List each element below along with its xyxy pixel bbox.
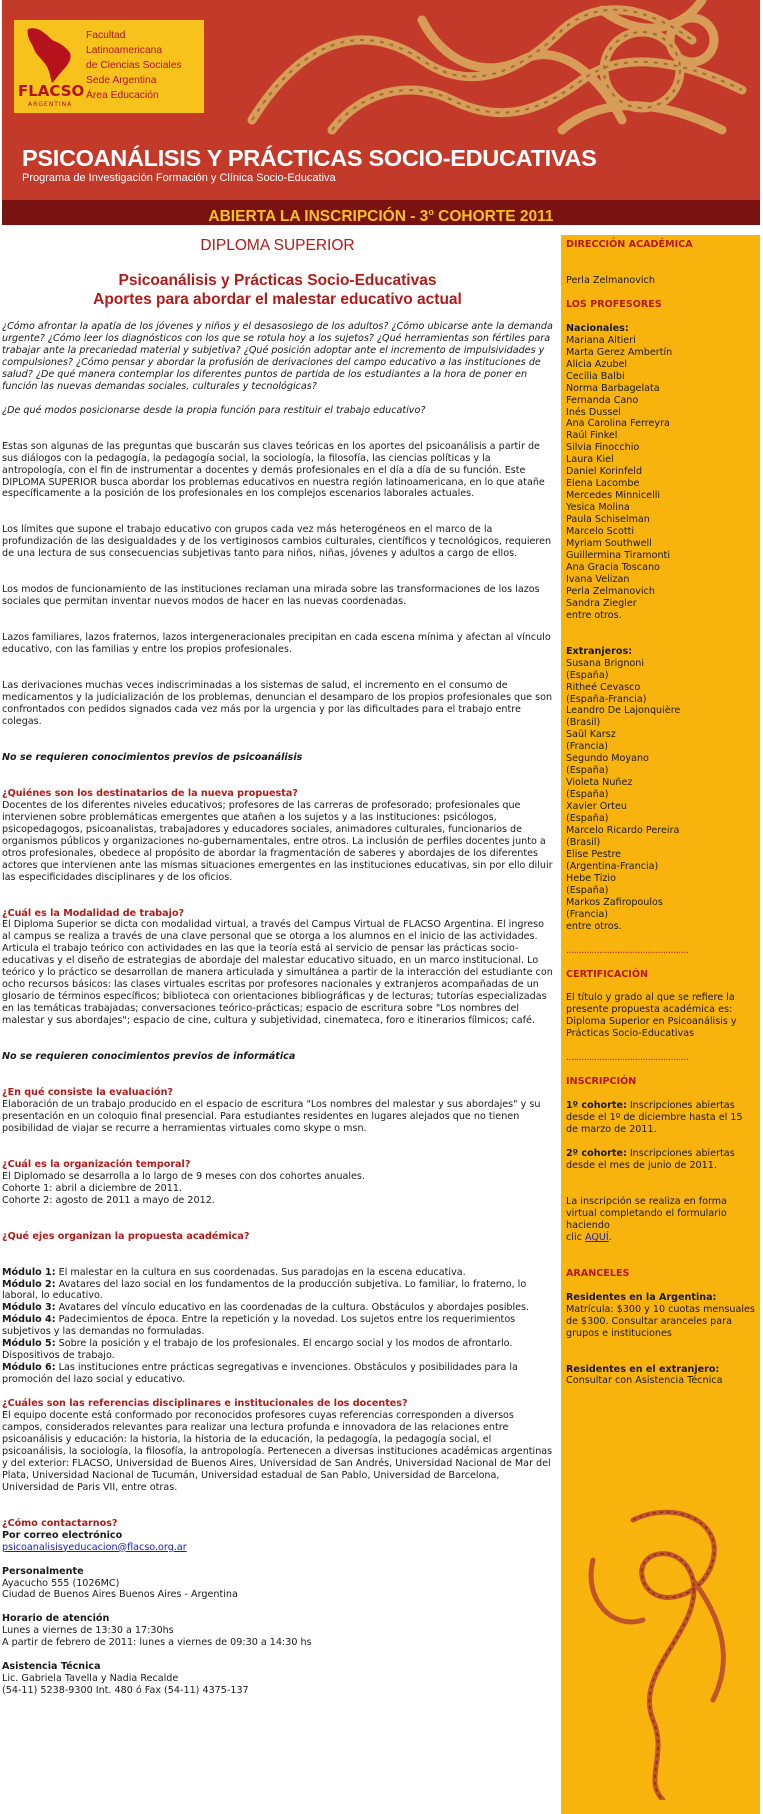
enrollment-text-sup: o	[428, 207, 434, 217]
cohort-2-text: Inscripciones abiertas desde el mes de junio de 2011.	[566, 1148, 735, 1171]
section-heading: ¿Qué ejes organizan la propuesta académica?	[2, 1230, 250, 1242]
section-heading: ¿En qué consiste la evaluación?	[2, 1086, 173, 1098]
module-text: Avatares del lazo social en los fundamentos de la producción subjetiva. Lo familiar, lo fraterno, lo laboral, lo educativo.	[2, 1278, 527, 1302]
section-text: El Diplomado se desarrolla a lo largo de 9 meses con dos cohortes anuales.	[2, 1170, 365, 1182]
cohort-2-label: 2º cohorte:	[566, 1148, 627, 1160]
residents-argentina-label: Residentes en la Argentina:	[566, 1291, 717, 1303]
section-heading: ¿Cómo contactarnos?	[2, 1517, 118, 1529]
section-text: Elaboración de un trabajo producido en el espacio de escritura "Los nombres del malestar y sus abordajes" y su presentación en un coloquio final presencial. Para estudiantes residentes en lugares alejados que no tienen posibilidad de viajar se recurre a herramientas virtuales como skype o msn.	[2, 1098, 541, 1134]
cohort-1-text: Inscripciones abiertas desde el 1º de diciembre hasta el 15 de marzo de 2011.	[566, 1100, 743, 1136]
professor-name: (España-Francia)	[566, 693, 647, 705]
section-text: Docentes de los diferentes niveles educativos; profesores de las carreras de profesorado; profesionales que intervienen sobre problemáticas emergentes que atañen a los sujetos y a las instituciones: psicólogos, psicopedagogos, psicoanalistas, trabajadores y educadores sociales, animadores culturales, funcionarios de organismos públicos y organizaciones no-gubernamentales, entre otros. La inclusión de perfiles docentes junto a otros profesionales, obedece al propósito de abordar la fragmentación de saberes y abordajes de los diferentes actores que intervienen ante las mismas situaciones emergentes en las instituciones educativas, sin por ello diluir las especificidades disciplinares y de los oficios.	[2, 799, 553, 883]
professors-heading: LOS PROFESORES	[566, 298, 662, 310]
sidebar	[561, 235, 760, 1814]
professor-name: Elise Pestre	[566, 848, 622, 860]
contact-hours: A partir de febrero de 2011: lunes a viernes de 09:30 a 14:30 hs	[2, 1637, 312, 1649]
module-text: Padecimientos de época. Entre la repetición y la novedad. Los sujetos entre los requerimientos subjetivos y las demandas no formuladas.	[2, 1314, 516, 1338]
section-heading: ¿Cuál es la organización temporal?	[2, 1158, 191, 1170]
program-title: PSICOANÁLISIS Y PRÁCTICAS SOCIO-EDUCATIVAS	[22, 145, 597, 171]
inscription-heading: INSCRIPCIÓN	[566, 1076, 637, 1088]
intro-questions: ¿Cómo afrontar la apatía de los jóvenes y niños y el desasosiego de los adultos? ¿Cómo ubicarse ante la demanda urgente? ¿Cómo leer los diagnósticos con los que se rotula hoy a los sujetos? ¿Qué herramientas son fértiles para trabajar ante la precariedad material y subjetiva? ¿Qué posición adoptar ante el incremento de impulsividades y compulsiones? ¿Cómo pensar y abordar la profusión de derivaciones del campo educativo a las instituciones de salud? ¿De qué manera contemplar los diferentes puntos de partida de los estudiantes a la hora de poner en función las nuevas demandas sociales, culturales y tecnológicas?	[2, 321, 553, 392]
residents-abroad-text: Consultar con Asistencia Técnica	[566, 1375, 723, 1387]
professor-name: Violeta Nuñez	[566, 777, 633, 789]
residents-abroad-label: Residentes en el extranjero:	[566, 1363, 720, 1375]
module-text: Avatares del vínculo educativo en las coordenadas de la cultura. Obstáculos y abordajes posibles.	[55, 1302, 530, 1314]
direction-heading: DIRECCIÓN ACADÉMICA	[566, 239, 693, 250]
cohort-2-info	[566, 1148, 756, 1172]
professor-name: (Francia)	[566, 908, 609, 920]
module-item	[2, 1338, 553, 1362]
professor-name: Leandro De Lajonquière	[566, 705, 681, 717]
institution-line: Área Educación	[86, 90, 159, 101]
module-item	[2, 1362, 553, 1386]
intro-question-final: ¿De qué modos posicionarse desde la propia función para restituir el trabajo educativo?	[2, 404, 426, 416]
professor-name: Mariana Altieri	[566, 334, 636, 346]
professor-name: Elena Lacombe	[566, 478, 640, 490]
paragraph: Las derivaciones muchas veces indiscriminadas a los sistemas de salud, el incremento en el consumo de medicamentos y la judicialización de los problemas, denuncian el desamparo de los propios profesionales que son confrontados con pedidos signados cada vez más por la urgencia y por las dificultades para el trabajo entre colegas.	[2, 680, 553, 727]
professor-name: Marta Gerez Ambertín	[566, 346, 673, 358]
professor-name: (Argentina-Francia)	[566, 860, 659, 872]
inscription-link[interactable]: AQUÍ	[584, 1231, 609, 1243]
enrollment-banner-text	[2, 200, 760, 225]
section-heading: ¿Quiénes son los destinatarios de la nueva propuesta?	[2, 787, 298, 799]
nationals-list	[566, 335, 756, 622]
foreigners-list	[566, 658, 756, 933]
professor-name: Fernanda Cano	[566, 394, 639, 406]
logo-word: FLACSO	[18, 82, 85, 100]
contact-tech: Lic. Gabriela Tavella y Nadia Recalde	[2, 1673, 179, 1685]
contact-hours-label: Horario de atención	[2, 1613, 110, 1625]
institution-line: de Ciencias Sociales	[86, 60, 182, 71]
dotted-divider: ................................................	[566, 1052, 689, 1064]
professor-name: Markos Zafiropoulos	[566, 896, 663, 908]
professor-name: Hebe Tizio	[566, 872, 616, 884]
professor-name: Ritheé Cevasco	[566, 681, 641, 693]
flacso-logo	[14, 20, 204, 113]
professor-name: (España)	[566, 669, 609, 681]
contact-email-link[interactable]: psicoanalisisyeducacion@flacso.org.ar	[2, 1541, 187, 1553]
module-label: Módulo 5:	[2, 1338, 56, 1350]
module-item	[2, 1279, 553, 1303]
module-label: Módulo 3:	[2, 1302, 56, 1314]
professor-name: Raúl Finkel	[566, 430, 618, 442]
professor-name: Myriam Southwell	[566, 538, 652, 550]
section-heading: ¿Cuáles son las referencias disciplinares e institucionales de los docentes?	[2, 1398, 408, 1410]
enrollment-banner	[2, 200, 760, 225]
rope-decoration-icon	[573, 1500, 753, 1800]
note-informatics: No se requieren conocimientos previos de informática	[2, 1051, 296, 1063]
main-content	[2, 235, 553, 1697]
professor-name: Norma Barbagelata	[566, 382, 660, 394]
professor-name: Cecilia Balbi	[566, 370, 625, 382]
professor-name: Paula Schiselman	[566, 514, 650, 526]
professor-name: Ana Gracia Toscano	[566, 561, 660, 573]
contact-hours: Lunes a viernes de 13:30 a 17:30hs	[2, 1625, 174, 1637]
professor-name: entre otros.	[566, 920, 622, 932]
contact-address: Ayacucho 555 (1026MC)	[2, 1577, 120, 1589]
professor-name: Ana Carolina Ferreyra	[566, 418, 670, 430]
module-item	[2, 1267, 553, 1279]
institution-line: Latinoamericana	[86, 45, 163, 56]
professor-name: (España)	[566, 765, 609, 777]
course-subtitle: Aportes para abordar el malestar educativo actual	[93, 291, 462, 308]
fees-heading: ARANCELES	[566, 1267, 630, 1279]
institution-name	[86, 28, 202, 103]
logo-country: ARGENTINA	[28, 101, 73, 108]
program-subtitle: Programa de Investigación Formación y Clínica Socio-Educativa	[22, 172, 336, 184]
professor-name: Daniel Korinfeld	[566, 466, 643, 478]
module-label: Módulo 6:	[2, 1362, 56, 1374]
residents-argentina-text: Matrícula: $300 y 10 cuotas mensuales de $300. Consultar aranceles para grupos e instituciones	[566, 1303, 755, 1339]
professor-name: Saül Karsz	[566, 729, 616, 741]
sidebar-content	[566, 239, 756, 1387]
professor-name: Perla Zelmanovich	[566, 585, 655, 597]
professor-name: Ivana Velizan	[566, 573, 630, 585]
paragraph: Los modos de funcionamiento de las instituciones reclaman una mirada sobre las transformaciones de los lazos sociales que permitan inventar nuevos modos de hacer en las nuevas coordenadas.	[2, 584, 540, 608]
paragraph: Los límites que supone el trabajo educativo con grupos cada vez más heterogéneos en el marco de la profundización de las desigualdades y de los vertiginosos cambios culturales, científicos y tecnológicos, requieren de una lectura de sus consecuencias subjetivas tanto para niños, niñas, jóvenes y adultos a cargo de ellos.	[2, 524, 552, 560]
nationals-label: Nacionales:	[566, 322, 629, 334]
foreigners-label: Extranjeros:	[566, 645, 633, 657]
professor-name: (España)	[566, 884, 609, 896]
professor-name: Marcelo Scotti	[566, 526, 635, 538]
latin-america-map-icon	[20, 25, 82, 85]
professor-name: (España)	[566, 789, 609, 801]
professor-name: Alicia Azubel	[566, 358, 628, 370]
contact-address: Ciudad de Buenos Aires Buenos Aires - Argentina	[2, 1589, 238, 1601]
director-name: Perla Zelmanovich	[566, 274, 655, 286]
professor-name: Yesica Molina	[566, 502, 630, 514]
inscription-virtual-text: La inscripción se realiza en forma virtual completando el formulario haciendo	[566, 1195, 727, 1231]
diploma-heading: DIPLOMA SUPERIOR	[200, 237, 355, 254]
professor-name: Xavier Orteu	[566, 801, 627, 813]
professor-name: Susana Brignoni	[566, 657, 645, 669]
inscription-click-line	[566, 1232, 756, 1244]
enrollment-text-post: COHORTE 2011	[433, 208, 554, 225]
module-text: Sobre la posición y el trabajo de los profesionales. El encargo social y los modos de afrontarlo. Dispositivos de trabajo.	[2, 1338, 513, 1362]
section-heading: ¿Cuál es la Modalidad de trabajo?	[2, 907, 185, 919]
certification-heading: CERTIFICACIÓN	[566, 968, 649, 980]
module-label: Módulo 4:	[2, 1314, 56, 1326]
professor-name: (Brasil)	[566, 836, 601, 848]
professor-name: (Francia)	[566, 741, 609, 753]
module-label: Módulo 1:	[2, 1266, 56, 1278]
module-text: El malestar en la cultura en sus coordenadas. Sus paradojas en la escena educativa.	[55, 1266, 466, 1278]
paragraph: Estas son algunas de las preguntas que buscarán sus claves teóricas en los aportes del psicoanálisis a partir de sus diálogos con la pedagogía, la pedagogía social, la sociología, la filosofía, las ciencias políticas y la antropología, con el fin de instrumentar a docentes y demás profesionales en el día a día de su función. Este DIPLOMA SUPERIOR busca abordar los problemas educativos en nuestra región latinoamericana, en lo que atañe específicamente a la posición de los profesionales en los complejos escenarios laborales actuales.	[2, 440, 545, 500]
professor-name: entre otros.	[566, 609, 622, 621]
click-suffix: .	[608, 1231, 612, 1243]
professor-name: Silvia Finocchio	[566, 442, 640, 454]
dotted-divider: ................................................	[566, 944, 689, 956]
cohort-1-label: 1º cohorte:	[566, 1100, 627, 1112]
professor-name: (España)	[566, 813, 609, 825]
module-text: Las instituciones entre prácticas segregativas e invenciones. Obstáculos y posibilidades para la promoción del lazo social y educativo.	[2, 1362, 518, 1386]
professor-name: Sandra Ziegler	[566, 597, 637, 609]
contact-person-label: Personalmente	[2, 1565, 84, 1577]
professor-name: Mercedes Minnicelli	[566, 490, 661, 502]
cohort-1-info	[566, 1100, 756, 1136]
course-title: Psicoanálisis y Prácticas Socio-Educativas	[118, 272, 437, 289]
certification-text: El título y grado al que se refiere la presente propuesta académica es: Diploma Superior en Psicoanálisis y Prácticas Socio-Educativas	[566, 992, 737, 1040]
institution-line: Facultad	[86, 30, 126, 41]
note-psychoanalysis: No se requieren conocimientos previos de psicoanálisis	[2, 751, 303, 763]
professor-name: (Brasil)	[566, 717, 601, 729]
institution-line: Sede Argentina	[86, 75, 157, 86]
professor-name: Segundo Moyano	[566, 753, 649, 765]
enrollment-text-pre: ABIERTA LA INSCRIPCIÓN - 3	[208, 208, 429, 225]
header-banner	[2, 0, 760, 225]
contact-tech-label: Asistencia Técnica	[2, 1661, 101, 1673]
module-item	[2, 1314, 553, 1338]
professor-name: Inés Dussel	[566, 406, 621, 418]
professor-name: Laura Kiel	[566, 454, 614, 466]
section-text: Cohorte 1: abril a diciembre de 2011.	[2, 1182, 183, 1194]
module-item	[2, 1302, 553, 1314]
click-prefix: clic	[566, 1231, 585, 1243]
contact-email-label: Por correo electrónico	[2, 1529, 123, 1541]
module-label: Módulo 2:	[2, 1278, 56, 1290]
section-text: El equipo docente está conformado por reconocidos profesores cuyas referencias corresponden a diversos campos, considerados relevantes para realizar una lectura profunda e innovadora de las relaciones entre psicoanálisis y educación: la historia, la historia de la educación, la pedagogía, la pedagogía social, el psicoanálisis, la sociología, la filosofía, la antropología. Pertenecen a diversas instituciones académicas argentinas y del exterior: FLACSO, Universidad de Buenos Aires, Universidad de San Andrés, Universidad Nacional de Mar del Plata, Universidad Nacional de Tucumán, Universidad estadual de San Pablo, Universidad de Barcelona, Universidad de Paris VII, entre otras.	[2, 1410, 553, 1493]
paragraph: Lazos familiares, lazos fraternos, lazos intergeneracionales precipitan en cada escena mínima y afectan al vínculo educativo, con las familias y entre los propios profesionales.	[2, 632, 551, 656]
contact-tech: (54-11) 5238-9300 Int. 480 ó Fax (54-11) 4375-137	[2, 1685, 249, 1697]
section-text: El Diploma Superior se dicta con modalidad virtual, a través del Campus Virtual de FLACSO Argentina. El ingreso al campus se realiza a través de una clave personal que se otorga a los alumnos en el inicio de las actividades. Articula el trabajo teórico con actividades en las que la teoría está al servicio de pensar las prácticas socio-educativas y el diseño de estrategias de abordaje del malestar educativo situado, en un marco institucional. Lo teórico y lo práctico se desarrollan de manera articulada y simultánea a partir de la interacción del estudiante con ocho recursos básicos: las clases virtuales escritas por profesores nacionales y extranjeros acompañadas de un glosario de términos específicos; biblioteca con orientaciones bibliográficas y de lecturas; tutorías especializadas en las temáticas trabajadas; conversaciones teórico-prácticas; espacio de escritura sobre "Los nombres del malestar y sus abordajes"; espacio de cine, cultura y subjetividad, cinemateca, foro e itinerarios fílmicos; café.	[2, 919, 553, 1027]
section-text: Cohorte 2: agosto de 2011 a mayo de 2012.	[2, 1194, 215, 1206]
professor-name: Guillermina Tiramonti	[566, 549, 670, 561]
professor-name: Marcelo Ricardo Pereira	[566, 824, 680, 836]
